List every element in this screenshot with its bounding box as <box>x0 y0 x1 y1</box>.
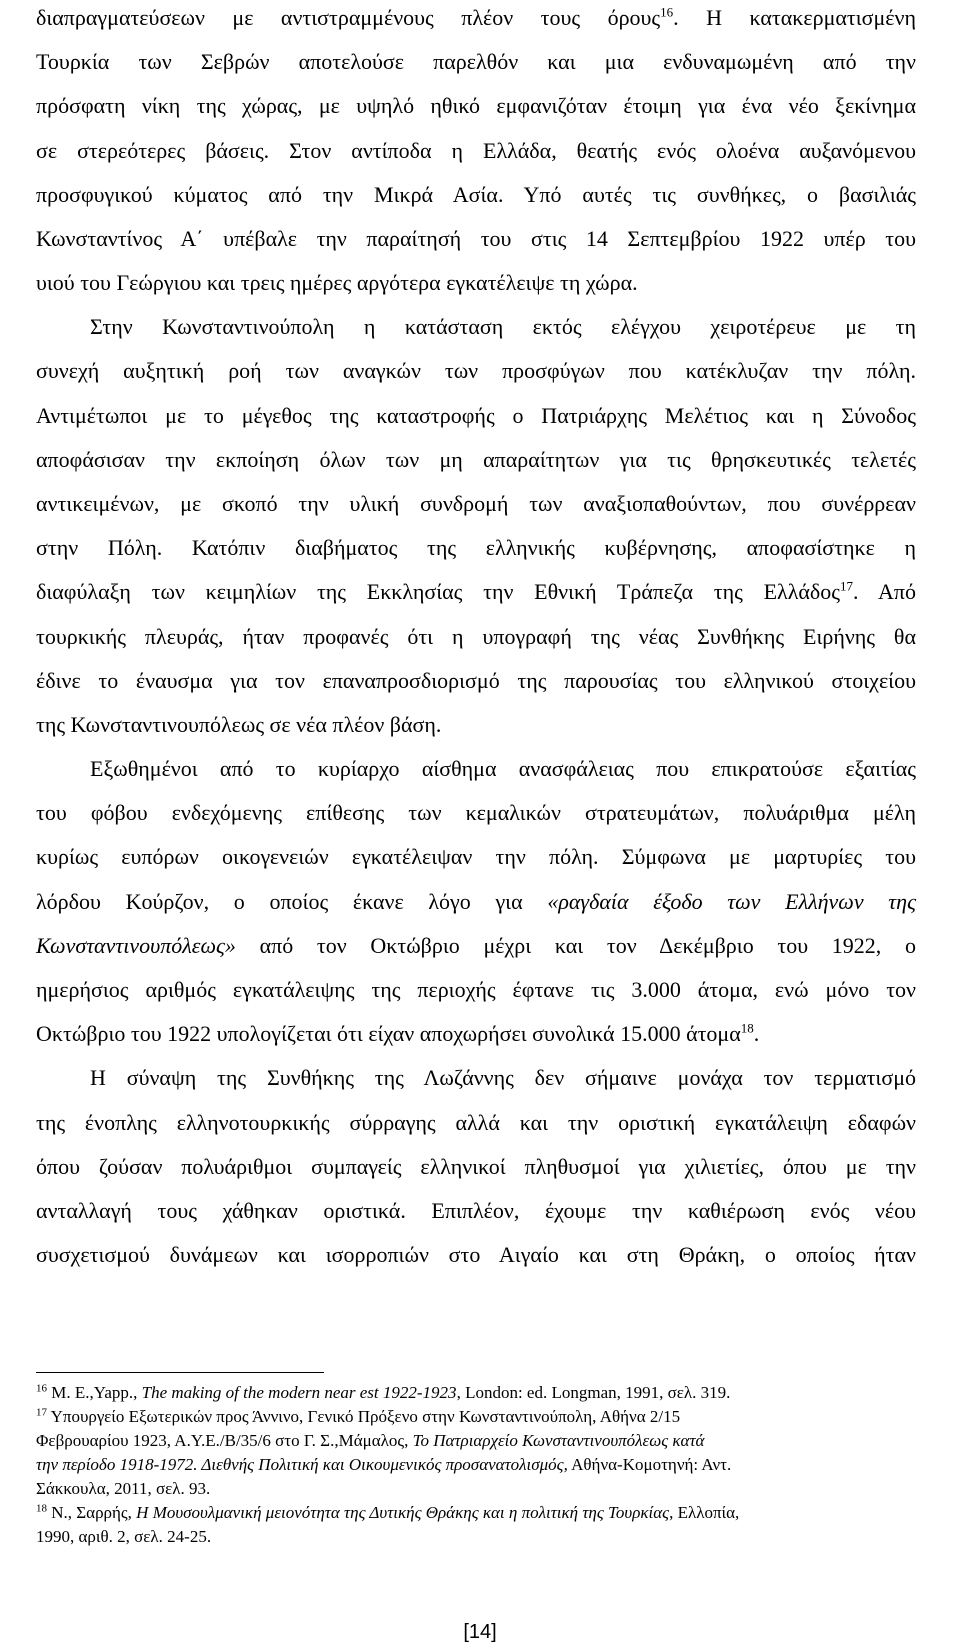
footnote-ref-16: 16 <box>660 4 674 20</box>
body-line: Οκτώβριο του 1922 υπολογίζεται ότι είχαν αποχωρήσει συνολικά 15.000 άτομα$^{18}$. <box>36 1020 760 1046</box>
body-line: λόρδου Κούρζον, ο οποίος έκανε λόγο για «ραγδαία έξοδο των Ελλήνων της <box>36 889 916 914</box>
body-line: στην Πόλη. Κατόπιν διαβήματος της ελληνικής κυβέρνησης, αποφασίστηκε η <box>36 535 916 560</box>
footnote-line: την περίοδο 1918-1972. Διεθνής Πολιτική και Οικουμενικός προσανατολισμός, Αθήνα-Κομοτηνή: Αντ. <box>36 1455 732 1474</box>
body-line: της Κωνσταντινουπόλεως σε νέα πλέον βάση. <box>36 712 442 737</box>
footnote-separator <box>36 1372 324 1373</box>
body-line: ημερήσιος αριθμός εγκατάλειψης της περιοχής έφτανε τις 3.000 άτομα, ενώ μόνο τον <box>36 977 916 1002</box>
body-line: της ένοπλης ελληνοτουρκικής σύρραγης αλλά και την οριστική εγκατάλειψη εδαφών <box>36 1110 916 1135</box>
footnote-16: $^{16}$ Μ. Ε.,Yapp., The making of the modern near est 1922-1923, London: ed. Longman, 1991, σελ. 319. <box>36 1382 731 1402</box>
body-line: συσχετισμού δυνάμεων και ισορροπιών στο Αιγαίο και στη Θράκη, ο οποίος ήταν <box>36 1242 916 1267</box>
quotation: Κωνσταντινουπόλεως» <box>36 933 236 958</box>
footnote-line: 1990, αριθ. 2, σελ. 24-25. <box>36 1527 212 1546</box>
footnote-line: Σάκκουλα, 2011, σελ. 93. <box>36 1479 211 1498</box>
body-line: αντικειμένων, με σκοπό την υλική συνδρομή των αναξιοπαθούντων, που συνέρρεαν <box>36 491 916 516</box>
quotation: «ραγδαία έξοδο των Ελλήνων της <box>547 889 916 914</box>
body-line: υιού του Γεώργιου και τρεις ημέρες αργότερα εγκατέλειψε τη χώρα. <box>36 270 638 295</box>
body-line: Κωνσταντινουπόλεως» από τον Οκτώβριο μέχρι και τον Δεκέμβριο του 1922, ο <box>36 933 916 958</box>
body-line: προσφυγικού κύματος από την Μικρά Ασία. Υπό αυτές τις συνθήκες, ο βασιλιάς <box>36 182 916 207</box>
footnote-ref-17: 17 <box>839 578 853 594</box>
body-line: διαπραγματεύσεων με αντιστραμμένους πλέον τους όρους$^{16}$. Η κατακερματισμένη <box>36 4 916 30</box>
body-line: Τουρκία των Σεβρών αποτελούσε παρελθόν και μια ενδυναμωμένη από την <box>36 49 916 74</box>
body-line: έδινε το έναυσμα για τον επαναπροσδιορισμό της παρουσίας του ελληνικού στοιχείου <box>36 668 916 693</box>
body-line: Αντιμέτωποι με το μέγεθος της καταστροφής ο Πατριάρχης Μελέτιος και η Σύνοδος <box>36 403 916 428</box>
footnote-ref-18: 18 <box>740 1020 754 1036</box>
body-line: κυρίως ευπόρων οικογενειών εγκατέλειψαν την πόλη. Σύμφωνα με μαρτυρίες του <box>36 844 916 869</box>
footnote-18: $^{18}$ Ν., Σαρρής, Η Μουσουλμανική μειονότητα της Δυτικής Θράκης και η πολιτική της Τουρκίας, Ελλοπία, <box>36 1502 740 1522</box>
footnote-line: Φεβρουαρίου 1923, Α.Υ.Ε./Β/35/6 στο Γ. Σ.,Μάμαλος, Το Πατριαρχείο Κωνσταντινουπόλεως κατά <box>36 1431 705 1450</box>
body-line: όπου ζούσαν πολυάριθμοι συμπαγείς ελληνικοί πληθυσμοί για χιλιετίες, όπου με την <box>36 1154 916 1179</box>
body-line: ανταλλαγή τους χάθηκαν οριστικά. Επιπλέον, έχουμε την καθιέρωση ενός νέου <box>36 1198 916 1223</box>
paragraph-start: Στην Κωνσταντινούπολη η κατάσταση εκτός ελέγχου χειροτέρευε με τη <box>90 314 916 339</box>
footnote-17: $^{17}$ Υπουργείο Εξωτερικών προς Άννινο, Γενικό Πρόξενο στην Κωνσταντινούπολη, Αθήνα 2/15 <box>36 1406 681 1426</box>
paragraph-start: Η σύναψη της Συνθήκης της Λωζάννης δεν σήμαινε μονάχα τον τερματισμό <box>90 1065 916 1090</box>
body-line: αποφάσισαν την εκποίηση όλων των μη απαραίτητων για τις θρησκευτικές τελετές <box>36 447 916 472</box>
page-number: [14] <box>463 1621 497 1643</box>
body-line: σε στερεότερες βάσεις. Στον αντίποδα η Ελλάδα, θεατής ενός ολοένα αυξανόμενου <box>36 138 916 163</box>
paragraph-start: Εξωθημένοι από το κυρίαρχο αίσθημα ανασφάλειας που επικρατούσε εξαιτίας <box>90 756 916 781</box>
body-line: τουρκικής πλευράς, ήταν προφανές ότι η υπογραφή της νέας Συνθήκης Ειρήνης θα <box>36 624 916 649</box>
body-line: Κωνσταντίνος Α΄ υπέβαλε την παραίτησή του στις 14 Σεπτεμβρίου 1922 υπέρ του <box>36 226 916 251</box>
body-line: του φόβου ενδεχόμενης επίθεσης των κεμαλικών στρατευμάτων, πολυάριθμα μέλη <box>36 800 916 825</box>
body-line: πρόσφατη νίκη της χώρας, με υψηλό ηθικό εμφανιζόταν έτοιμη για ένα νέο ξεκίνημα <box>36 93 916 118</box>
body-line: διαφύλαξη των κειμηλίων της Εκκλησίας την Εθνική Τράπεζα της Ελλάδος$^{17}$. Από <box>36 578 916 604</box>
body-line: συνεχή αυξητική ροή των αναγκών των προσφύγων που κατέκλυζαν την πόλη. <box>36 358 916 383</box>
